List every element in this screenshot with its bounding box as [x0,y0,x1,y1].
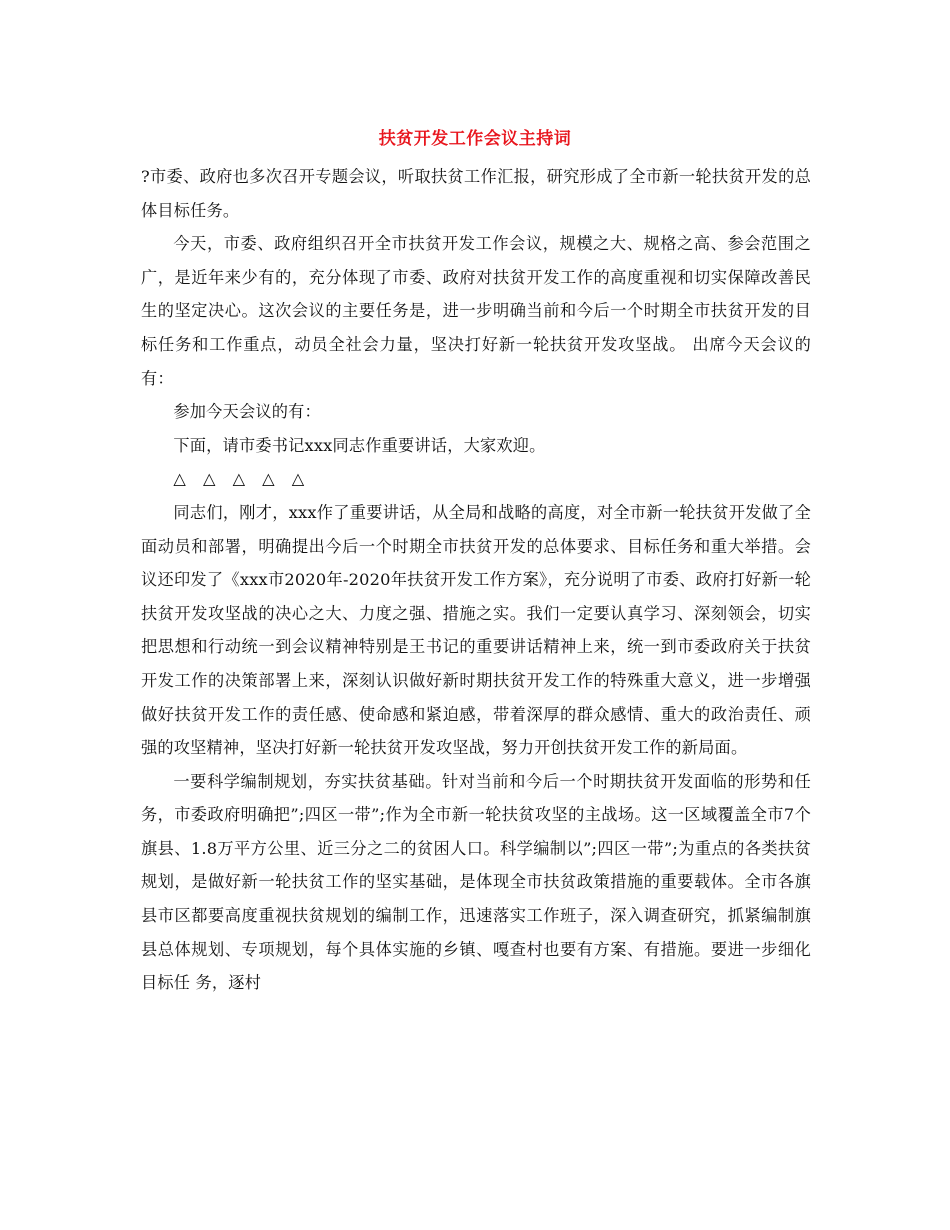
triangle-separator: △ △ △ △ △ [173,469,311,489]
paragraph-3: 参加今天会议的有： [173,402,321,422]
paragraph-5: 同志们，刚才，xxx作了重要讲话，从全局和战略的高度，对全市新一轮扶贫开发做了全面动员和部署，明确提出今后一个时期全市扶贫开发的总体要求、目标任务和重大举措。会议还印发了《xxx市2020年-2020年扶贫开发工作方案》，充分说明了市委、政府打好新一轮扶贫开发攻坚战的决心之大、力度之强、措施之实。我们一定要认真学习、深刻领会，切实把思想和行动统一到会议精神特别是王书记的重要讲话精神上来，统一到市委政府关于扶贫开发工作的决策部署上来，深刻认识做好新时期扶贫开发工作的特殊重大意义，进一步增强做好扶贫开发工作的责任感、使命感和紧迫感，带着深厚的群众感情、重大的政治责任、顽强的攻坚精神，坚决打好新一轮扶贫开发攻坚战，努力开创扶贫开发工作的新局面。 [141,502,811,758]
paragraph-1: ?市委、政府也多次召开专题会议，听取扶贫工作汇报，研究形成了全市新一轮扶贫开发的总体目标任务。 [141,167,811,220]
paragraph-4: 下面，请市委书记xxx同志作重要讲话，大家欢迎。 [173,435,546,455]
paragraph-6: 一要科学编制规划，夯实扶贫基础。针对当前和今后一个时期扶贫开发面临的形势和任务，市委政府明确把”;四区一带”;作为全市新一轮扶贫攻坚的主战场。这一区域覆盖全市7个旗县、1.8万平方公里、近三分之二的贫困人口。科学编制以”;四区一带”;为重点的各类扶贫规划，是做好新一轮扶贫工作的坚实基础，是体现全市扶贫政策措施的重要载体。全市各旗县市区都要高度重视扶贫规划的编制工作，迅速落实工作班子，深入调查研究，抓紧编制旗县总体规划、专项规划，每个具体实施的乡镇、嘎查村也要有方案、有措施。要进一步细化目标任 务，逐村 [141,771,811,993]
document-body [141,160,811,1000]
paragraph-2: 今天，市委、政府组织召开全市扶贫开发工作会议，规模之大、规格之高、参会范围之广，是近年来少有的，充分体现了市委、政府对扶贫开发工作的高度重视和切实保障改善民生的坚定决心。这次会议的主要任务是，进一步明确当前和今后一个时期全市扶贫开发的目标任务和工作重点，动员全社会力量，坚决打好新一轮扶贫开发攻坚战。 出席今天会议的有： [141,234,811,388]
document-title: 扶贫开发工作会议主持词 [378,129,572,149]
